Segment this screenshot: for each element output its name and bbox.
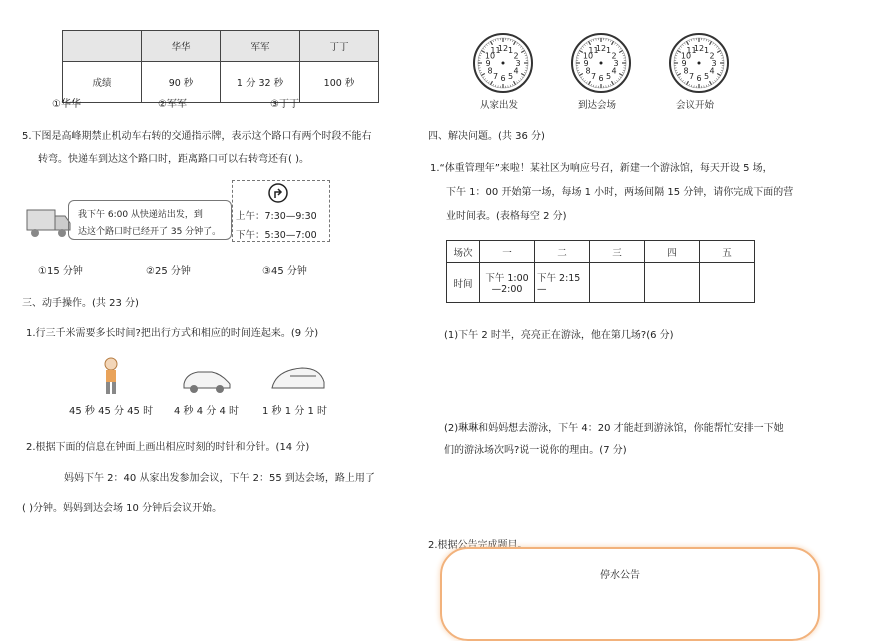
notice-box <box>440 547 820 641</box>
cell-line: 下午 2:15 <box>537 270 588 284</box>
clock-number: 9 <box>583 59 588 68</box>
table-header-cell: 五 <box>700 241 755 263</box>
question-text: 1.行三千米需要多长时间?把出行方式和相应的时间连起来。(9 分) <box>26 324 318 339</box>
car-icon <box>180 364 234 394</box>
clock-number: 4 <box>709 67 714 76</box>
clock-label: 会议开始 <box>676 97 714 111</box>
question-text: 转弯。快递车到达这个路口时，距离路口可以右转弯还有( )。 <box>38 150 309 165</box>
option-2: ②25 分钟 <box>146 262 191 277</box>
option-1: ①15 分钟 <box>38 262 83 277</box>
clock-number: 7 <box>493 72 498 81</box>
clock-number: 9 <box>681 59 686 68</box>
clock-number: 8 <box>585 67 590 76</box>
table-cell-empty[interactable] <box>590 263 645 303</box>
clock-number: 12 <box>498 44 508 53</box>
clock-number: 7 <box>591 72 596 81</box>
table-cell[interactable] <box>480 263 535 303</box>
clock-number: 4 <box>513 67 518 76</box>
clock-number: 10 <box>485 52 495 61</box>
bubble-text: 达这个路口时已经开了 35 分钟了。 <box>78 224 221 237</box>
clock-number: 3 <box>613 59 618 68</box>
clock-number: 10 <box>681 52 691 61</box>
question-text: 2.根据下面的信息在钟面上画出相应时刻的时针和分针。(14 分) <box>26 438 309 453</box>
clock-label: 从家出发 <box>480 97 518 111</box>
clock-number: 3 <box>515 59 520 68</box>
clock-number: 5 <box>508 72 513 81</box>
sign-text: 下午：5:30—7:00 <box>236 227 317 241</box>
clock-number: 3 <box>711 59 716 68</box>
walking-person-icon <box>98 356 124 396</box>
table-cell-empty[interactable] <box>700 263 755 303</box>
clock-face-icon <box>570 32 632 94</box>
clock-number: 2 <box>709 52 714 61</box>
table-row-label: 时间 <box>447 263 480 303</box>
clock-number: 12 <box>694 44 704 53</box>
clock-number: 1 <box>704 46 709 55</box>
option-1: ①华华 <box>52 95 81 110</box>
clock-number: 11 <box>588 46 598 55</box>
clock-number: 12 <box>596 44 606 53</box>
clock-number: 9 <box>485 59 490 68</box>
table-header-cell: 军军 <box>221 31 300 62</box>
question-text: 们的游泳场次吗?说一说你的理由。(7 分) <box>444 441 627 456</box>
table-cell: 1 分 32 秒 <box>221 62 300 103</box>
clock-number: 2 <box>611 52 616 61</box>
clock-number: 5 <box>606 72 611 81</box>
clock-number: 5 <box>704 72 709 81</box>
cell-line: 下午 1:00 <box>481 270 533 284</box>
table-header-cell <box>63 31 142 62</box>
question-text: 下午 1：00 开始第一场，每场 1 小时，两场间隔 15 分钟，请你完成下面的营 <box>446 183 793 198</box>
question-text: 妈妈下午 2：40 从家出发参加会议，下午 2：55 到达会场，路上用了 <box>64 469 375 484</box>
truck-icon <box>26 206 72 238</box>
clock-number: 4 <box>611 67 616 76</box>
question-text: 1.“体重管理年”来啦！某社区为响应号召，新建一个游泳馆，每天开设 5 场， <box>430 159 773 174</box>
question-text: ( )分钟。妈妈到达会场 10 分钟后会议开始。 <box>22 499 222 514</box>
clock-number: 10 <box>583 52 593 61</box>
clock-face-icon <box>472 32 534 94</box>
clock-number: 2 <box>513 52 518 61</box>
clock-number: 11 <box>686 46 696 55</box>
table-header-cell: 三 <box>590 241 645 263</box>
section-title: 三、动手操作。(共 23 分) <box>22 294 139 309</box>
clock-number: 1 <box>606 46 611 55</box>
option-3: ③45 分钟 <box>262 262 307 277</box>
clock-number: 6 <box>696 74 701 83</box>
table-header-cell: 四 <box>645 241 700 263</box>
clock-number: 11 <box>490 46 500 55</box>
clock-number: 6 <box>500 74 505 83</box>
option-2: ②军军 <box>158 95 187 110</box>
table-header-cell: 丁丁 <box>300 31 379 62</box>
time-options: 1 秒 1 分 1 时 <box>262 402 327 417</box>
clock-label: 到达会场 <box>578 97 616 111</box>
table-row-label: 成绩 <box>63 62 142 103</box>
bubble-text: 我下午 6:00 从快递站出发，到 <box>78 207 203 220</box>
question-text: 2.根据公告完成题目。 <box>428 536 528 551</box>
question-text: 5.下图是高峰期禁止机动车右转的交通指示牌，表示这个路口有两个时段不能右 <box>22 127 372 142</box>
no-right-turn-icon <box>268 183 288 203</box>
schedule-table <box>446 240 755 303</box>
table-cell[interactable] <box>535 263 590 303</box>
table-header-cell: 二 <box>535 241 590 263</box>
cell-line: — <box>537 284 588 295</box>
notice-title: 停水公告 <box>600 566 640 581</box>
question-text: (1)下午 2 时半，亮亮正在游泳，他在第几场?(6 分) <box>444 326 674 341</box>
clock-number: 8 <box>487 67 492 76</box>
table-cell: 90 秒 <box>142 62 221 103</box>
table-header-cell: 华华 <box>142 31 221 62</box>
clock-face-icon <box>668 32 730 94</box>
clock-number: 8 <box>683 67 688 76</box>
table-cell: 100 秒 <box>300 62 379 103</box>
sign-text: 上午：7:30—9:30 <box>236 208 317 222</box>
option-3: ③丁丁 <box>270 95 299 110</box>
section-title: 四、解决问题。(共 36 分) <box>428 127 545 142</box>
clock-number: 7 <box>689 72 694 81</box>
table-header-cell: 场次 <box>447 241 480 263</box>
time-options: 4 秒 4 分 4 时 <box>174 402 239 417</box>
table-header-cell: 一 <box>480 241 535 263</box>
table-cell-empty[interactable] <box>645 263 700 303</box>
question-text: 业时间表。(表格每空 2 分) <box>446 207 567 222</box>
train-icon <box>270 364 326 392</box>
question-text: (2)琳琳和妈妈想去游泳，下午 4：20 才能赶到游泳馆，你能帮忙安排一下她 <box>444 419 784 434</box>
time-options: 45 秒 45 分 45 时 <box>69 402 153 417</box>
score-table <box>62 30 379 103</box>
clock-number: 6 <box>598 74 603 83</box>
clock-number: 1 <box>508 46 513 55</box>
cell-line: —2:00 <box>481 284 533 295</box>
